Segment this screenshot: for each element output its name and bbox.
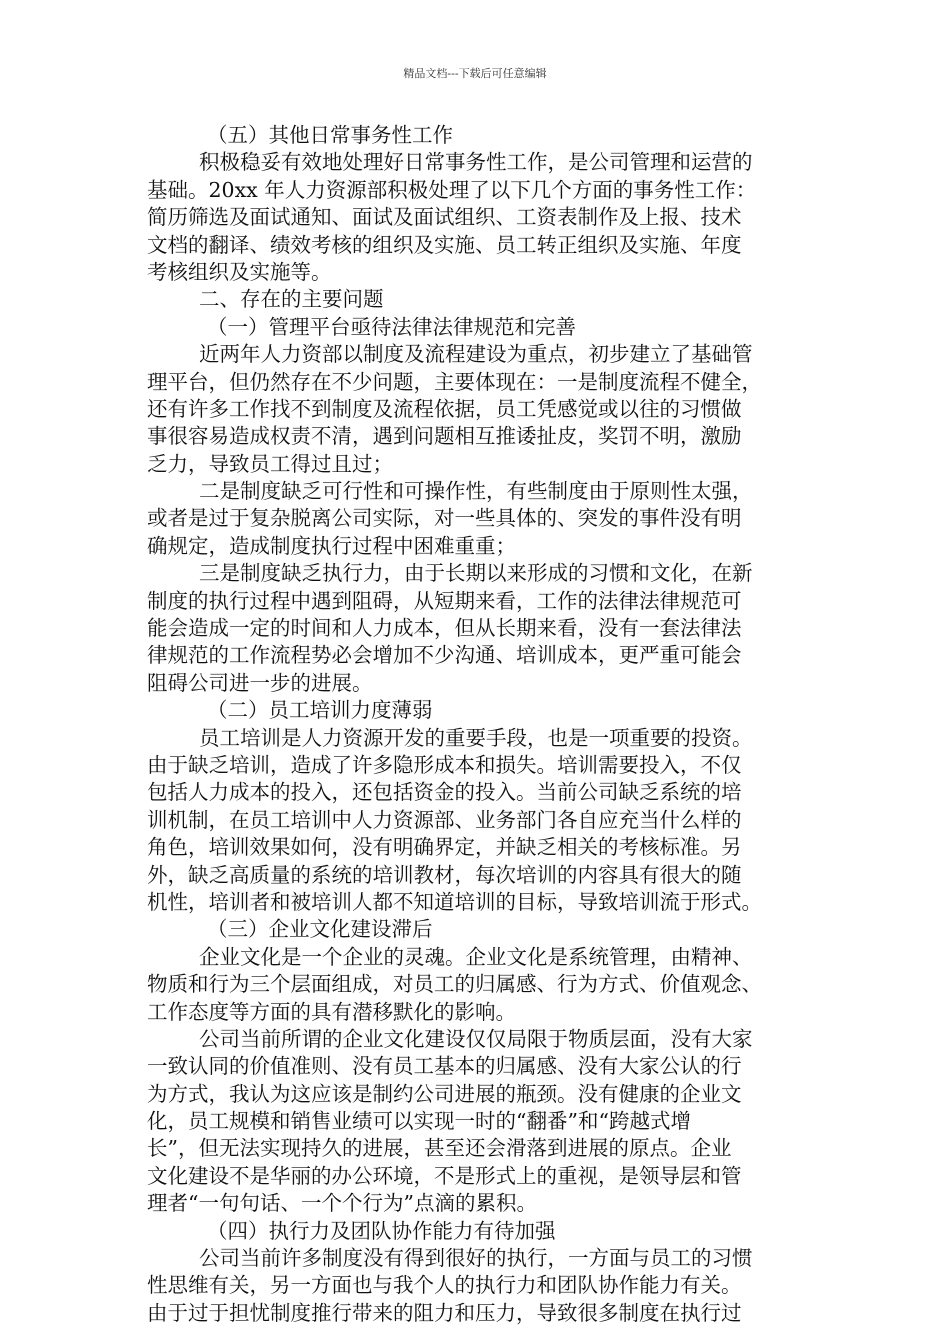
paragraph-line: 包括人力成本的投入，还包括资金的投入。当前公司缺乏系统的培 [147, 780, 742, 805]
section-subheading: （三）企业文化建设滞后 [207, 917, 433, 942]
paragraph-line: 机性，培训者和被培训人都不知道培训的目标，导致培训流于形式。 [147, 889, 762, 914]
paragraph-line: 由于缺乏培训，造成了许多隐形成本和损失。培训需要投入，不仅 [147, 752, 742, 777]
paragraph-first-line: 二是制度缺乏可行性和可操作性，有些制度由于原则性太强， [199, 479, 753, 504]
paragraph-line: 文档的翻译、绩效考核的组织及实施、员工转正组织及实施、年度 [147, 232, 742, 257]
section-subheading: （一）管理平台亟待法律法律规范和完善 [207, 314, 576, 339]
paragraph-line: 还有许多工作找不到制度及流程依据，员工凭感觉或以往的习惯做 [147, 396, 742, 421]
paragraph-line: 长”，但无法实现持久的进展，甚至还会滑落到进展的原点。企业 [147, 1136, 732, 1161]
paragraph-line: 理平台，但仍然存在不少问题，主要体现在：一是制度流程不健全， [147, 369, 762, 394]
paragraph-line: 训机制，在员工培训中人力资源部、业务部门各自应充当什么样的 [147, 807, 742, 832]
paragraph-line: 确规定，造成制度执行过程中困难重重； [147, 533, 516, 558]
paragraph-first-line: 企业文化是一个企业的灵魂。企业文化是系统管理，由精神、 [199, 944, 753, 969]
page-header: 精品文档---下载后可任意编辑 [403, 67, 547, 80]
paragraph-first-line: 三是制度缺乏执行力，由于长期以来形成的习惯和文化，在新 [199, 561, 753, 586]
section-subheading: （二）员工培训力度薄弱 [207, 698, 433, 723]
paragraph-line: 或者是过于复杂脱离公司实际，对一些具体的、突发的事件没有明 [147, 506, 742, 531]
document-body [147, 122, 822, 1327]
paragraph-line: 制度的执行过程中遇到阻碍，从短期来看，工作的法律法律规范可 [147, 588, 742, 613]
section-subheading: （五）其他日常事务性工作 [207, 123, 453, 147]
paragraph-first-line: 员工培训是人力资源开发的重要手段，也是一项重要的投资。 [199, 725, 753, 750]
paragraph-line: 阻碍公司进一步的进展。 [147, 670, 373, 695]
paragraph-first-line: 近两年人力资部以制度及流程建设为重点，初步建立了基础管 [199, 342, 753, 367]
paragraph-line: 基础。20xx 年人力资源部积极处理了以下几个方面的事务性工作： [147, 177, 757, 202]
paragraph-first-line: 积极稳妥有效地处理好日常事务性工作，是公司管理和运营的 [199, 150, 753, 175]
paragraph-line: 由于过于担忧制度推行带来的阻力和压力，导致很多制度在执行过 [147, 1300, 742, 1325]
paragraph-line: 简历筛选及面试通知、面试及面试组织、工资表制作及上报、技术 [147, 205, 742, 230]
paragraph-line: 物质和行为三个层面组成，对员工的归属感、行为方式、价值观念、 [147, 972, 762, 997]
paragraph-line: 文化建设不是华丽的办公环境，不是形式上的重视，是领导层和管 [147, 1163, 742, 1188]
paragraph-line: 考核组织及实施等。 [147, 259, 332, 284]
paragraph-line: 乏力，导致员工得过且过； [147, 451, 393, 476]
section-heading: 二、存在的主要问题 [199, 287, 384, 312]
paragraph-line: 角色，培训效果如何，没有明确界定，并缺乏相关的考核标准。另 [147, 835, 742, 860]
paragraph-line: 律规范的工作流程势必会增加不少沟通、培训成本，更严重可能会 [147, 643, 742, 668]
section-subheading: （四）执行力及团队协作能力有待加强 [207, 1218, 556, 1243]
paragraph-first-line: 公司当前许多制度没有得到很好的执行，一方面与员工的习惯 [199, 1246, 753, 1271]
paragraph-line: 化，员工规模和销售业绩可以实现一时的“翻番”和“跨越式增 [147, 1109, 691, 1134]
paragraph-first-line: 公司当前所谓的企业文化建设仅仅局限于物质层面，没有大家 [199, 1026, 753, 1051]
paragraph-line: 工作态度等方面的具有潜移默化的影响。 [147, 999, 516, 1024]
paragraph-line: 理者“一句句话、一个个行为”点滴的累积。 [147, 1191, 537, 1216]
paragraph-line: 性思维有关，另一方面也与我个人的执行力和团队协作能力有关。 [147, 1273, 742, 1298]
paragraph-line: 能会造成一定的时间和人力成本，但从长期来看，没有一套法律法 [147, 616, 742, 641]
paragraph-line: 事很容易造成权责不清，遇到问题相互推诿扯皮，奖罚不明，激励 [147, 424, 742, 449]
paragraph-line: 一致认同的价值准则、没有员工基本的归属感、没有大家公认的行 [147, 1054, 742, 1079]
paragraph-line: 为方式，我认为这应该是制约公司进展的瓶颈。没有健康的企业文 [147, 1081, 742, 1106]
paragraph-line: 外，缺乏高质量的系统的培训教材，每次培训的内容具有很大的随 [147, 862, 742, 887]
